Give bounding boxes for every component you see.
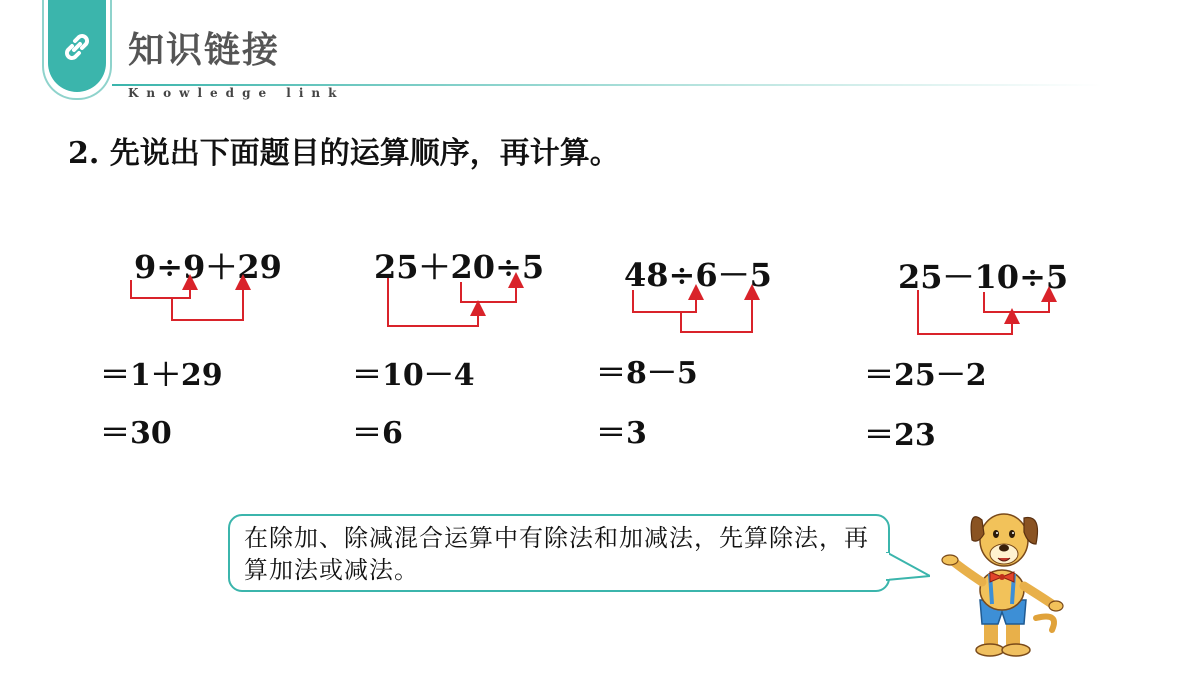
step-4-2: ＝23	[864, 418, 936, 453]
step-3-2: ＝3	[596, 416, 647, 451]
step-4-1: ＝25－2	[864, 358, 987, 393]
bracket-2-first	[461, 280, 516, 302]
step-1-2: ＝30	[100, 416, 172, 451]
expression-3: 48÷6－5	[624, 256, 772, 294]
bracket-1-second	[172, 282, 243, 320]
step-1-1: ＝1＋29	[100, 358, 223, 393]
question-text: 2. 先说出下面题目的运算顺序，再计算。	[68, 136, 620, 171]
bracket-1-first	[131, 280, 190, 298]
bracket-4-first	[984, 292, 1049, 312]
expression-4: 25－10÷5	[898, 258, 1069, 296]
step-2-1: ＝10－4	[352, 358, 475, 393]
bubble-tail	[886, 552, 930, 582]
expression-2: 25＋20÷5	[374, 248, 545, 286]
page-subtitle: Knowledge link	[128, 86, 345, 100]
tip-text: 在除加、除减混合运算中有除法和加减法，先算除法，再算加法或减法。	[244, 524, 869, 584]
step-3-1: ＝8－5	[596, 356, 698, 391]
dog-illustration	[940, 500, 1070, 660]
bracket-3-first	[633, 290, 696, 312]
page-title: 知识链接	[128, 30, 281, 71]
expression-1: 9÷9＋29	[134, 248, 282, 286]
step-2-2: ＝6	[352, 416, 403, 451]
